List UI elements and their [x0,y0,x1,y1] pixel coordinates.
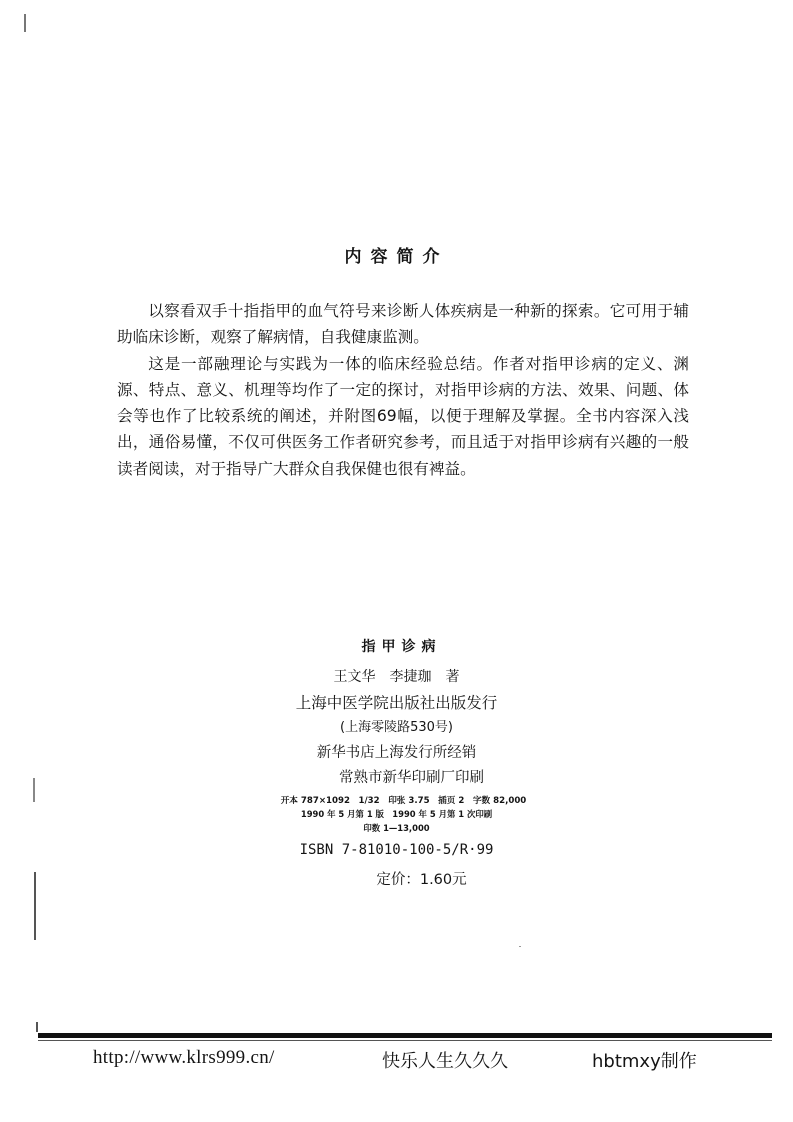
edition-line: 1990 年 5 月第 1 版 1990 年 5 月第 1 次印刷 [300,809,493,819]
summary-paragraph: 以察看双手十指指甲的血气符号来诊断人体疾病是一种新的探索。它可用于辅助临床诊断，观察了解病情，自我健康监测。 [117,302,689,347]
book-title: 指甲诊病 [361,639,442,655]
scan-artifact-mark [24,14,26,32]
footer-credit: hbtmxy制作 [592,1051,697,1072]
footer-slogan: 快乐人生久久久 [382,1051,508,1072]
footer-divider-thin [38,1040,772,1041]
footer-website-link[interactable]: http://www.klrs999.cn/ [93,1047,275,1068]
print-run-line: 印数 1—13,000 [363,823,430,833]
colophon-block [0,636,793,892]
scan-artifact-dot [519,946,521,947]
isbn-line: ISBN 7-81010-100-5/R·99 [299,842,494,858]
summary-heading: 内容简介 [344,247,449,267]
authors-line: 王文华 李捷珈 著 [333,669,460,685]
format-spec-line: 开本 787×1092 1/32 印张 3.75 插页 2 字数 82,000 [280,796,527,806]
summary-body [117,298,689,482]
price-line: 定价：1.60元 [376,872,467,888]
printer-line: 常熟市新华印刷厂印刷 [339,770,484,786]
publisher-line: 上海中医学院出版社出版发行 [295,694,498,712]
distributor-line: 新华书店上海发行所经销 [316,745,477,761]
publisher-address: (上海零陵路530号) [340,720,453,735]
scan-artifact-mark [36,1022,38,1032]
footer-divider [38,1033,772,1038]
summary-paragraph: 这是一部融理论与实践为一体的临床经验总结。作者对指甲诊病的定义、渊源、特点、意义、机理等均作了一定的探讨，对指甲诊病的方法、效果、问题、体会等也作了比较系统的阐述，并附图69幅，以便于理解及掌握。全书内容深入浅出，通俗易懂，不仅可供医务工作者研究参考，而且适于对指甲诊病有兴趣的一般读者阅读，对于指导广大群众自我保健也很有裨益。 [117,354,689,478]
